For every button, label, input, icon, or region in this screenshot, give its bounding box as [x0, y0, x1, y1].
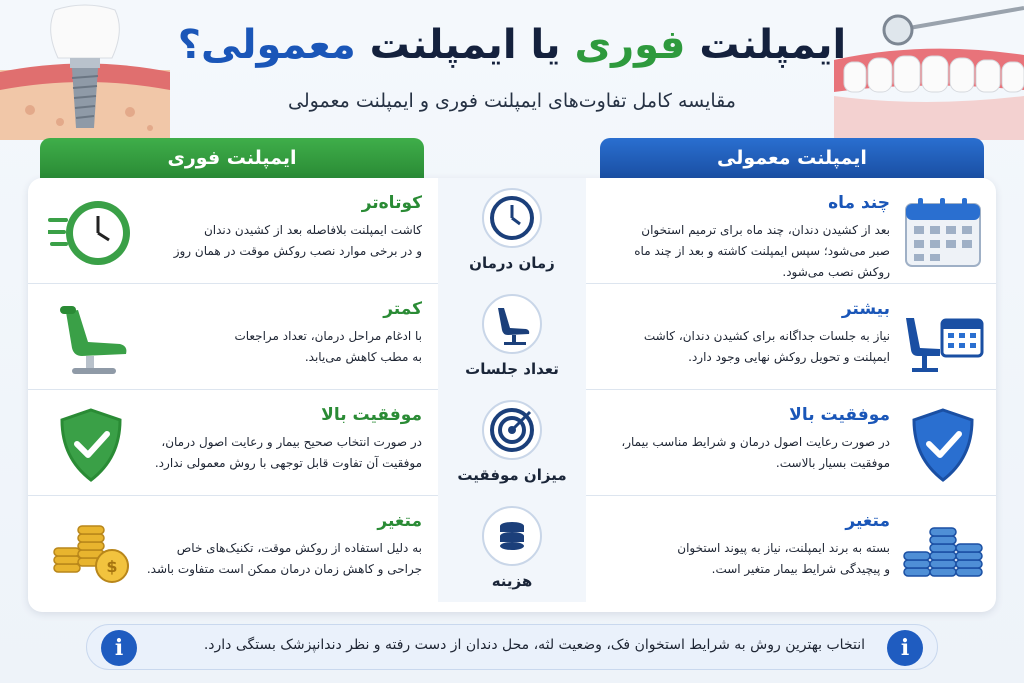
conventional-sessions-line2: ایمپلنت و تحویل روکش نهایی وجود دارد.	[688, 350, 890, 364]
immediate-cost-line1: به دلیل استفاده از روکش موقت، تکنیک‌های خاص	[176, 541, 422, 555]
criterion-success-rate	[438, 390, 586, 496]
conventional-cost-heading: متغیر	[845, 511, 890, 531]
title-highlight-immediate: فوری	[574, 22, 686, 68]
conventional-success-line2: موفقیت بسیار بالاست.	[775, 456, 890, 470]
table-row-sessions	[28, 284, 996, 390]
immediate-success-line2: موفقیت آن تفاوت قابل توجهی با روش معمولی ندارد.	[154, 456, 422, 470]
comparison-table	[28, 178, 996, 612]
conventional-time-line3: روکش نصب می‌شود.	[782, 265, 890, 279]
dental-chair-icon	[484, 296, 540, 352]
info-note	[86, 624, 938, 670]
title-highlight-conventional: معمولی؟	[177, 22, 356, 68]
table-row-cost	[28, 496, 996, 602]
conventional-time-heading: چند ماه	[828, 193, 890, 213]
conventional-time-line1: بعد از کشیدن دندان، چند ماه برای ترمیم استخوان	[641, 223, 890, 237]
info-note-text: انتخاب بهترین روش به شرایط استخوان فک، وضعیت لثه، محل دندان از دست رفته و نظر دندانپزشک بستگی دارد.	[203, 637, 865, 653]
immediate-cost-heading: متغیر	[377, 511, 422, 531]
header-immediate-implant: ایمپلنت فوری	[40, 138, 424, 178]
conventional-success-heading: موفقیت بالا	[789, 405, 890, 425]
header-conventional-implant: ایمپلنت معمولی	[600, 138, 984, 178]
immediate-time-line2: و در برخی موارد نصب روکش موقت در همان روز	[173, 244, 422, 258]
immediate-success-line1: در صورت انتخاب صحیح بیمار و رعایت اصول درمان،	[161, 435, 422, 449]
immediate-sessions-heading: کمتر	[383, 299, 422, 319]
criterion-label: تعداد جلسات	[465, 360, 559, 378]
conventional-cost-line2: و پیچیدگی شرایط بیمار متغیر است.	[711, 562, 890, 576]
cell-conventional-success	[586, 390, 996, 496]
immediate-time-heading: کوتاه‌تر	[361, 193, 422, 213]
cell-conventional-cost	[586, 496, 996, 602]
criterion-sessions	[438, 284, 586, 390]
immediate-sessions-line2: به مطب کاهش می‌یابد.	[304, 350, 422, 364]
immediate-success-heading: موفقیت بالا	[321, 405, 422, 425]
info-icon: i	[887, 630, 923, 666]
gold-coins-icon	[48, 514, 134, 588]
cell-immediate-success	[28, 390, 438, 496]
conventional-sessions-line1: نیاز به جلسات جداگانه برای کشیدن دندان، کاشت	[643, 329, 890, 343]
conventional-cost-line1: بسته به برند ایمپلنت، نیاز به پیوند استخوان	[677, 541, 890, 555]
blue-coins-icon	[900, 514, 986, 588]
page-title: ایمپلنت فوری یا ایمپلنت معمولی؟	[177, 22, 847, 68]
criterion-label: زمان درمان	[469, 254, 555, 272]
clock-icon	[484, 190, 540, 246]
fast-clock-icon	[48, 196, 134, 270]
blue-shield-check-icon	[900, 408, 986, 482]
info-icon: i	[101, 630, 137, 666]
coins-icon	[484, 508, 540, 564]
cell-immediate-cost	[28, 496, 438, 602]
green-dental-chair-icon	[48, 302, 134, 376]
cell-conventional-time	[586, 178, 996, 284]
immediate-time-line1: کاشت ایمپلنت بلافاصله بعد از کشیدن دندان	[203, 223, 422, 237]
criterion-cost	[438, 496, 586, 602]
target-icon	[484, 402, 540, 458]
criterion-treatment-time	[438, 178, 586, 284]
immediate-sessions-line1: با ادغام مراحل درمان، تعداد مراجعات	[234, 329, 422, 343]
criterion-label: هزینه	[491, 572, 533, 590]
conventional-sessions-heading: بیشتر	[841, 299, 890, 319]
chair-calendar-icon	[900, 302, 986, 376]
green-shield-check-icon	[48, 408, 134, 482]
calendar-icon	[900, 196, 986, 270]
cell-immediate-sessions	[28, 284, 438, 390]
table-row-treatment-time	[28, 178, 996, 284]
cell-conventional-sessions	[586, 284, 996, 390]
page-subtitle: مقایسه کامل تفاوت‌های ایمپلنت فوری و ایمپلنت معمولی	[288, 90, 736, 112]
criterion-label: میزان موفقیت	[457, 466, 567, 484]
conventional-time-line2: صبر می‌شود؛ سپس ایمپلنت کاشته و بعد از چند ماه	[634, 244, 890, 258]
cell-immediate-time	[28, 178, 438, 284]
immediate-cost-line2: جراحی و کاهش زمان درمان ممکن است متفاوت باشد.	[146, 562, 422, 576]
conventional-success-line1: در صورت رعایت اصول درمان و شرایط مناسب بیمار،	[621, 435, 890, 449]
table-row-success-rate	[28, 390, 996, 496]
svg-text:$: $	[106, 557, 118, 576]
